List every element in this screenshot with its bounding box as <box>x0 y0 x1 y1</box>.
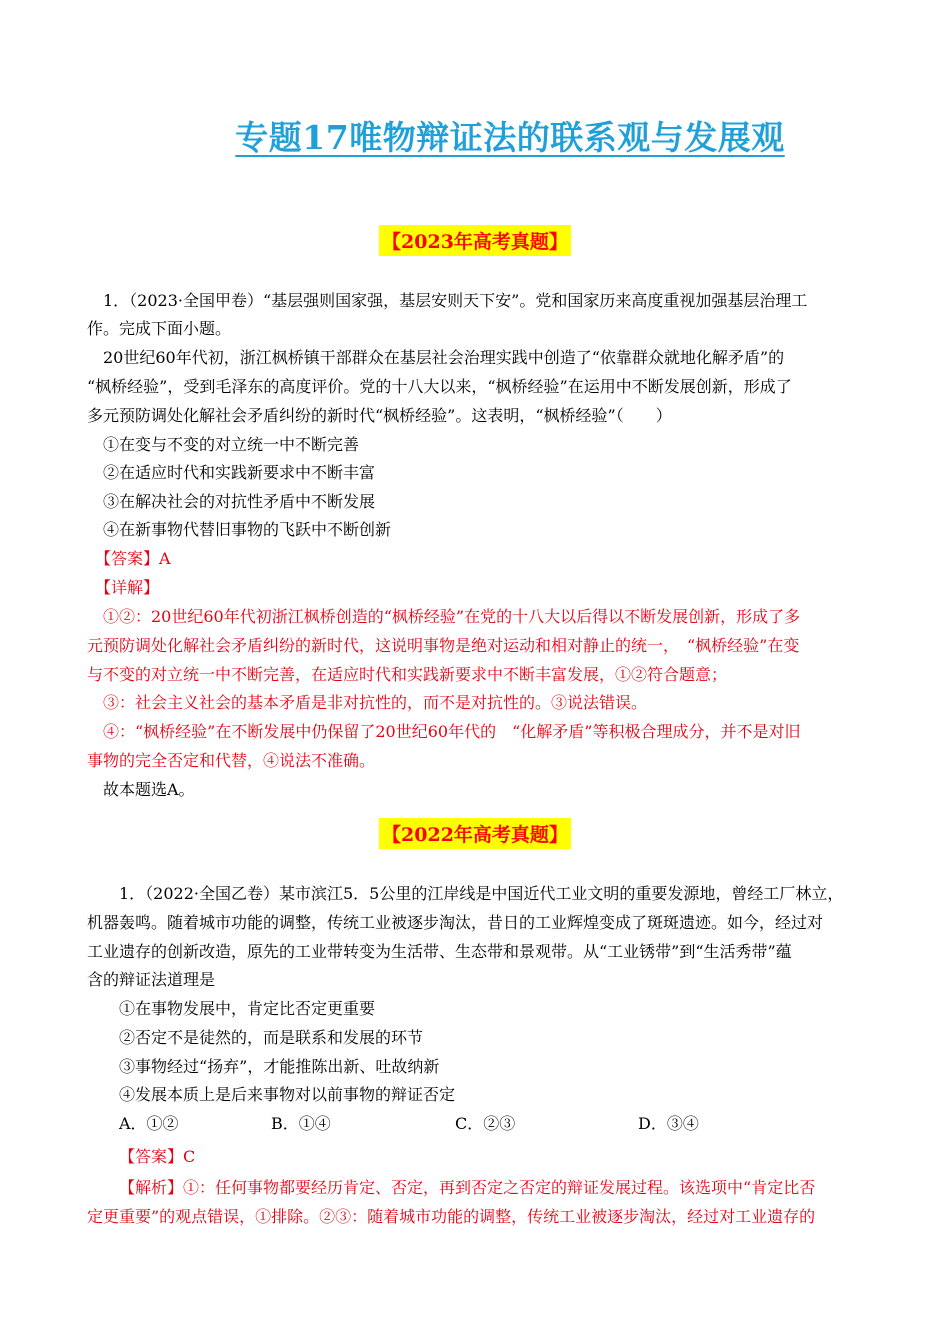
q2023-explain-line: 事物的完全否定和代替，④说法不准确。 <box>87 751 376 770</box>
q2022-option: ④发展本质上是后来事物对以前事物的辩证否定 <box>119 1085 456 1104</box>
q2023-explain-line: 元预防调处化解社会矛盾纠纷的新时代，这说明事物是绝对运动和相对静止的统一， “枫桥经验”在变 <box>87 636 800 655</box>
q2022-stem-line: 工业遗存的创新改造，原先的工业带转变为生活带、生态带和景观带。从“工业锈带”到“生活秀带”蕴 <box>87 942 792 961</box>
section-banner-2023-label: 【2023年高考真题】 <box>379 225 571 256</box>
q2023-option: ①在变与不变的对立统一中不断完善 <box>103 435 360 454</box>
q2022-answer <box>119 1146 195 1168</box>
section-banner-2022 <box>0 818 950 849</box>
q2023-explain-label: 【详解】 <box>95 578 160 597</box>
q2023-stem-line: “枫桥经验”，受到毛泽东的高度评价。党的十八大以来，“枫桥经验”在运用中不断发展创新，形成了 <box>87 377 792 396</box>
analysis-text: ①：任何事物都要经历肯定、否定，再到否定之否定的辩证发展过程。该选项中“肯定比否 <box>183 1178 816 1197</box>
q2023-option: ③在解决社会的对抗性矛盾中不断发展 <box>103 492 376 511</box>
q2023-explain-line: ④：“枫桥经验”在不断发展中仍保留了20世纪60年代的 “化解矛盾”等积极合理成分，并不是对旧 <box>103 722 801 741</box>
q2023-conclusion: 故本题选A。 <box>103 780 195 799</box>
q2022-stem-line: 含的辩证法道理是 <box>87 970 216 989</box>
answer-value: C <box>183 1147 196 1166</box>
q2023-stem-line: 作。完成下面小题。 <box>87 319 232 338</box>
q2022-analysis-line <box>119 1177 815 1199</box>
q2023-explain-line: ③：社会主义社会的基本矛盾是非对抗性的，而不是对抗性的。③说法错误。 <box>103 693 648 712</box>
q2023-option: ④在新事物代替旧事物的飞跃中不断创新 <box>103 520 392 539</box>
q2022-option: ①在事物发展中，肯定比否定更重要 <box>119 999 376 1018</box>
q2023-answer <box>95 548 171 570</box>
choice-b: B．①④ <box>271 1114 331 1133</box>
choice-c: C．②③ <box>455 1114 516 1133</box>
q2022-option: ③事物经过“扬弃”，才能推陈出新、吐故纳新 <box>119 1057 440 1076</box>
q2022-option: ②否定不是徒然的，而是联系和发展的环节 <box>119 1028 424 1047</box>
section-banner-2023 <box>0 225 950 256</box>
page-title: 专题17唯物辩证法的联系观与发展观 <box>235 118 785 157</box>
q2023-explain-line: 与不变的对立统一中不断完善，在适应时代和实践新要求中不断丰富发展，①②符合题意； <box>87 665 728 684</box>
answer-label: 【答案】 <box>119 1147 184 1166</box>
q2023-stem-line: 多元预防调处化解社会矛盾纠纷的新时代“枫桥经验”。这表明，“枫桥经验”（ ） <box>87 406 672 425</box>
q2023-stem-line: 1．（2023·全国甲卷）“基层强则国家强，基层安则天下安”。党和国家历来高度重视加强基层治理工 <box>103 291 808 310</box>
choice-d: D．③④ <box>638 1114 699 1133</box>
section-banner-2022-label: 【2022年高考真题】 <box>379 818 571 849</box>
choice-a: A．①② <box>119 1114 179 1133</box>
q2022-stem-line: 1．（2022·全国乙卷）某市滨江5．5公里的江岸线是中国近代工业文明的重要发源地，曾经工厂林立， <box>119 884 844 903</box>
q2023-option: ②在适应时代和实践新要求中不断丰富 <box>103 463 376 482</box>
q2023-explain-line: ①②：20世纪60年代初浙江枫桥创造的“枫桥经验”在党的十八大以后得以不断发展创新，形成了多 <box>103 607 801 626</box>
q2023-stem-line: 20世纪60年代初，浙江枫桥镇干部群众在基层社会治理实践中创造了“依靠群众就地化解矛盾”的 <box>103 348 785 367</box>
q2022-stem-line: 机器轰鸣。随着城市功能的调整，传统工业被逐步淘汰，昔日的工业辉煌变成了斑斑遗迹。如今，经过对 <box>87 913 824 932</box>
q2022-analysis-line: 定更重要”的观点错误，①排除。②③：随着城市功能的调整，传统工业被逐步淘汰，经过对工业遗存的 <box>87 1207 816 1226</box>
answer-label: 【答案】 <box>95 549 160 568</box>
analysis-label: 【解析】 <box>119 1178 184 1197</box>
answer-value: A <box>159 549 171 568</box>
